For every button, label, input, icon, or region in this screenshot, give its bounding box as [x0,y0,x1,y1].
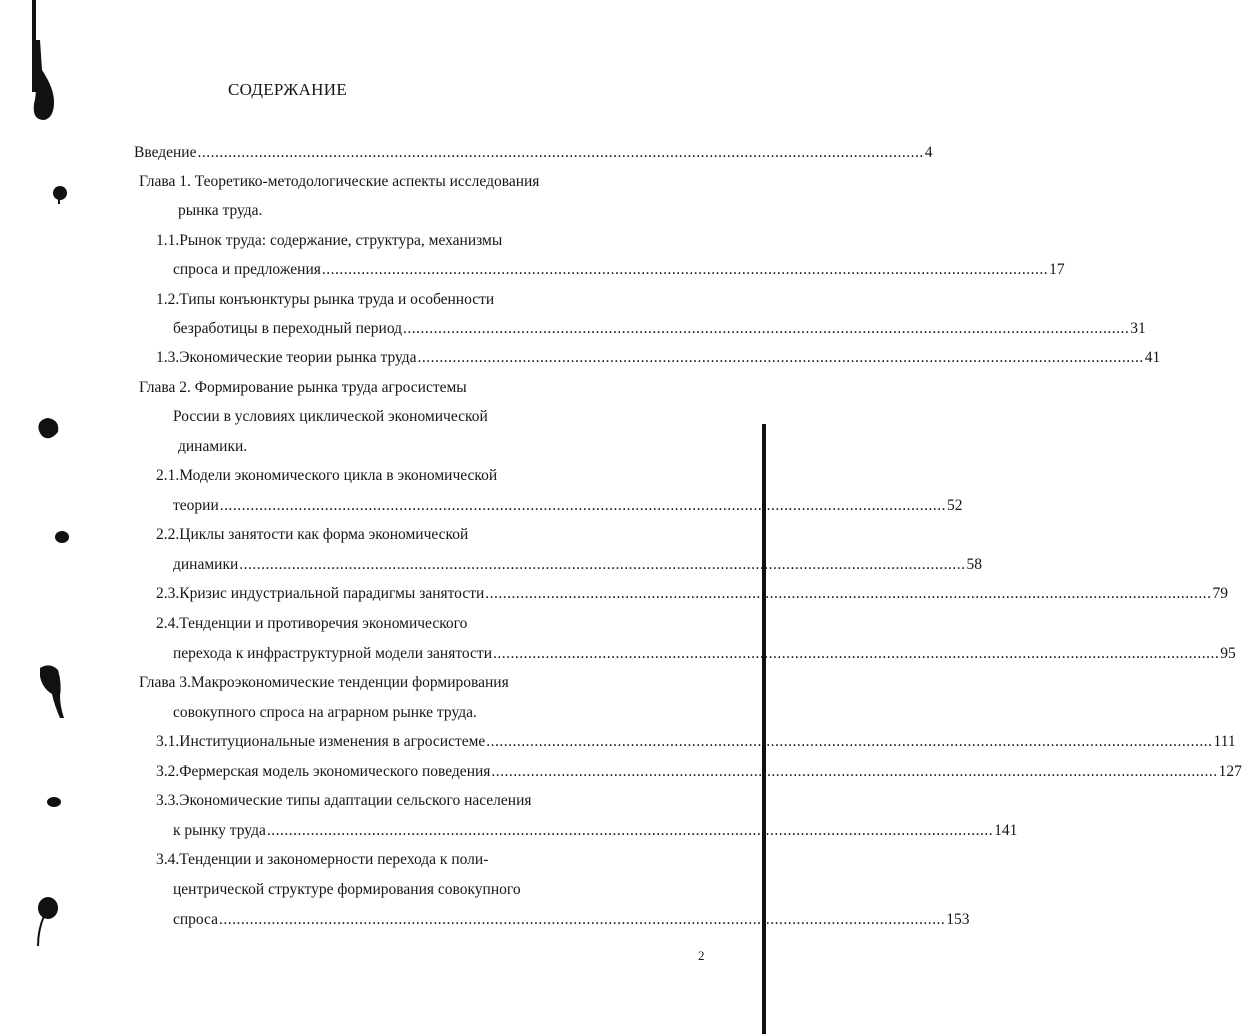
dot-leader: ...................................................................................................................................................................... [239,556,966,573]
dot-leader: ...................................................................................................................................................................... [403,320,1130,337]
section-3-3-line-1: 3.3.Экономические типы адаптации сельского населения [156,792,532,809]
ink-spot-1 [50,183,70,205]
dot-leader: ...................................................................................................................................................................... [491,763,1218,780]
section-2-2-line-1: 2.2.Циклы занятости как форма экономической [156,526,469,543]
dot-leader: ...................................................................................................................................................................... [219,911,946,928]
ink-blot-middle-left [36,662,70,720]
chapter-3-heading-line-1: Глава 3.Макроэкономические тенденции формирования [139,674,509,691]
toc-page-number: 41 [1144,349,1161,366]
toc-page-number: 79 [1212,585,1229,602]
toc-entry-text: 3.1.Институциональные изменения в агросистеме [156,733,486,750]
section-2-1-line-1: 2.1.Модели экономического цикла в экономической [156,467,498,484]
page-title: СОДЕРЖАНИЕ [227,80,348,99]
section-3-4-line-1: 3.4.Тенденции и закономерности перехода к поли- [156,851,489,868]
toc-page-number: 111 [1213,733,1236,750]
chapter-2-heading-line-2: России в условиях циклической экономической [173,408,488,425]
toc-entry-text: динамики [173,556,239,573]
toc-entry-text: спроса [173,911,219,928]
ink-spot-4 [44,794,66,810]
section-1-2-line-2 [173,318,1146,340]
dot-leader: ...................................................................................................................................................................... [197,144,924,161]
toc-page-number: 153 [946,911,970,928]
toc-entry-text: безработицы в переходный период [173,320,403,337]
toc-entry-text: 2.3.Кризис индустриальной парадигмы занятости [156,585,485,602]
section-1-3 [156,347,1161,369]
toc-entry-text: теории [173,497,219,514]
toc-page-number: 141 [994,822,1018,839]
toc-entry-text: 1.3.Экономические теории рынка труда [156,349,417,366]
dot-leader: ...................................................................................................................................................................... [492,645,1220,662]
chapter-1-heading-line-2: рынка труда. [178,202,263,219]
chapter-2-heading-line-3: динамики. [178,438,248,455]
toc-entry-text: спроса и предложения [173,261,321,278]
toc-entry-intro [134,142,933,164]
toc-entry-text: к рынку труда [173,822,266,839]
toc-entry-text: Введение [134,144,197,161]
toc-page-number: 52 [947,497,963,514]
section-2-3 [156,583,1229,605]
chapter-2-heading-line-1: Глава 2. Формирование рынка труда агросистемы [139,379,467,396]
section-3-2 [156,761,1242,783]
ink-spot-3 [52,527,72,547]
section-2-2-line-2 [173,554,983,576]
ink-blot-bottom-left [32,894,64,950]
section-1-2-line-1: 1.2.Типы конъюнктуры рынка труда и особенности [156,291,495,308]
section-3-3-line-2 [173,820,1018,842]
dot-leader: ...................................................................................................................................................................... [417,349,1144,366]
dot-leader: ...................................................................................................................................................................... [321,261,1049,278]
section-2-4-line-2 [173,643,1236,665]
section-3-1 [156,731,1236,753]
section-1-1-line-1: 1.1.Рынок труда: содержание, структура, механизмы [156,232,503,249]
toc-page-number: 58 [966,556,983,573]
dot-leader: ...................................................................................................................................................................... [486,733,1213,750]
chapter-1-heading-line-1: Глава 1. Теоретико-методологические аспекты исследования [139,173,540,190]
dot-leader: ...................................................................................................................................................................... [485,585,1212,602]
section-3-4-line-2: центрической структуре формирования совокупного [173,881,521,898]
toc-page-number: 127 [1218,763,1242,780]
dot-leader: ...................................................................................................................................................................... [266,822,994,839]
section-1-1-line-2 [173,259,1065,281]
toc-entry-text: перехода к инфраструктурной модели занятости [173,645,492,662]
section-3-4-line-3 [173,909,970,931]
ink-spot-2 [36,416,62,442]
chapter-3-heading-line-2: совокупного спроса на аграрном рынке труда. [173,704,477,721]
toc-page-number: 95 [1220,645,1236,662]
section-2-4-line-1: 2.4.Тенденции и противоречия экономического [156,615,468,632]
page-number: 2 [698,948,705,963]
toc-entry-text: 3.2.Фермерская модель экономического поведения [156,763,491,780]
toc-page-number: 4 [924,144,933,161]
dot-leader: ...................................................................................................................................................................... [219,497,946,514]
toc-page-number: 31 [1130,320,1146,337]
toc-page-number: 17 [1049,261,1065,278]
section-2-1-line-2 [173,495,963,517]
